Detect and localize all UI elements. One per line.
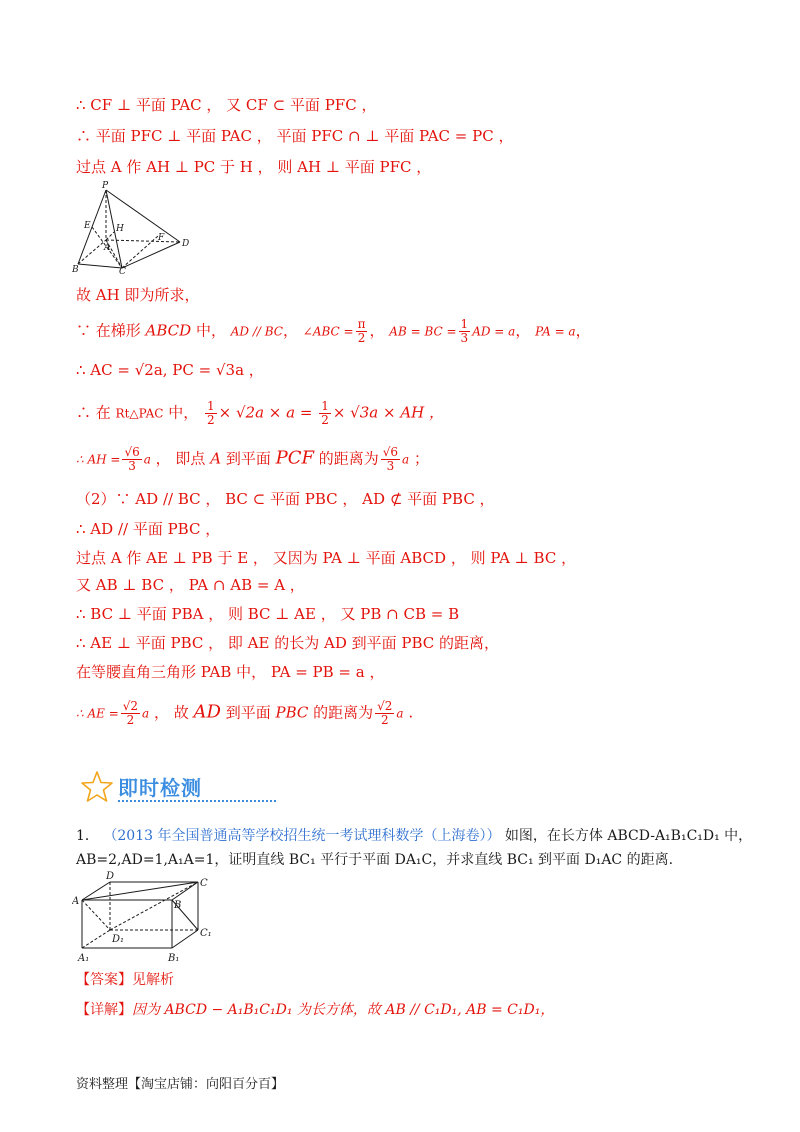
l16-part-m: . <box>403 703 414 722</box>
cube-label-b1: B₁ <box>168 953 180 964</box>
section-underline <box>118 800 276 802</box>
solution-line-5 <box>76 318 591 345</box>
solution-line-12: 又 AB ⊥ BC ， PA ∩ AB = A ， <box>76 576 305 594</box>
l16-part-g: 到平面 <box>220 703 276 722</box>
problem-line-1 <box>76 826 752 846</box>
solution-line-10: ∴ AD // 平面 PBC ， <box>76 520 221 538</box>
problem-source: （2013 年全国普通高等学校招生统一考试理科数学（上海卷）） <box>103 828 501 844</box>
cube-label-c1: C₁ <box>200 928 212 939</box>
l7-part-c: 中， <box>163 403 199 422</box>
solution-line-4: 故 AH 即为所求， <box>76 286 200 304</box>
l5-part-p: ， <box>575 321 591 340</box>
l16-part-i: 的距离为 <box>308 703 374 722</box>
fraction-half-2: $\frac{1}{2}$ <box>321 399 329 427</box>
fraction-sqrt6-over-3-a: $\frac{√6}{3}$ <box>124 445 140 473</box>
section-title: 即时检测 <box>118 776 202 800</box>
label-h: H <box>116 224 124 234</box>
l16-part-a: ∴ AE = <box>76 706 119 721</box>
label-f: F <box>158 233 165 243</box>
label-e: E <box>84 221 91 231</box>
solution-line-15: 在等腰直角三角形 PAB 中， PA = PB = a ， <box>76 663 385 681</box>
l7-part-f: × √2a × a = <box>218 403 313 422</box>
l16-part-h: PBC <box>275 703 309 722</box>
solution-line-11: 过点 A 作 AE ⊥ PB 于 E ， 又因为 PA ⊥ 平面 ABCD ， 则 PA ⊥ BC ， <box>76 549 577 567</box>
l16-part-d: a <box>142 706 150 721</box>
l5-part-d: AD // BC <box>230 324 283 339</box>
fraction-pi-over-2: $\frac{\pi}{2}$ <box>357 317 366 345</box>
cube-label-b: B <box>174 900 182 911</box>
solution-line-3: 过点 A 作 AH ⊥ PC 于 H ， 则 AH ⊥ 平面 PFC ， <box>76 158 432 176</box>
cube-label-a1: A₁ <box>78 953 90 964</box>
l5-part-e: ， <box>282 321 298 340</box>
solution-line-1: ∴ CF ⊥ 平面 PAC ， 又 CF ⊂ 平面 PFC ， <box>76 96 377 114</box>
l16-part-l: a <box>396 706 404 721</box>
solution-line-8 <box>76 446 429 473</box>
label-b: B <box>72 265 79 275</box>
l7-part-a: ∴ 在 <box>76 403 116 422</box>
answer-tag: 【答案】 <box>76 972 132 988</box>
l16-part-e: ， 故 <box>149 703 194 722</box>
fraction-sqrt6-over-3-b: $\frac{√6}{3}$ <box>382 445 399 473</box>
cube-label-d1: D₁ <box>112 934 125 945</box>
label-d: D <box>182 239 190 249</box>
l5-part-f: ∠ABC = <box>302 324 354 339</box>
l5-part-j: AB = BC = <box>389 324 457 339</box>
star-icon <box>80 770 114 804</box>
l7-part-b: Rt△PAC <box>115 406 164 421</box>
detail-tag: 【详解】 <box>76 1002 132 1018</box>
section-heading <box>80 770 210 806</box>
answer-line <box>76 970 174 990</box>
cuboid-figure <box>72 868 222 964</box>
cube-label-c: C <box>200 878 208 889</box>
cube-label-d: D <box>106 871 115 882</box>
l7-part-i: × √3a × AH ， <box>332 403 445 422</box>
l8-part-h: PCF <box>275 447 314 469</box>
solution-line-2: ∴ 平面 PFC ⊥ 平面 PAC ， 平面 PFC ∩ ⊥ 平面 PAC = PC ， <box>76 127 514 145</box>
label-a: A <box>104 243 111 253</box>
l5-part-b: ABCD <box>145 321 192 340</box>
solution-line-16 <box>76 700 413 727</box>
solution-line-7 <box>76 400 444 427</box>
l16-part-f: AD <box>193 701 221 723</box>
l5-part-a: ∵ 在梯形 <box>76 321 146 340</box>
pyramid-figure <box>72 180 202 275</box>
l5-part-n: ， <box>515 321 531 340</box>
problem-text-1: 如图，在长方体 ABCD-A₁B₁C₁D₁ 中， <box>504 828 753 844</box>
l5-part-m: AD = a <box>472 324 516 339</box>
problem-number: 1． <box>76 828 99 844</box>
fraction-half-1: $\frac{1}{2}$ <box>207 399 215 427</box>
l8-part-l: a <box>402 452 410 467</box>
fraction-one-third: $\frac{1}{3}$ <box>460 317 469 345</box>
solution-line-6: ∴ AC = √2a, PC = √3a ， <box>76 361 264 379</box>
l8-part-m: ； <box>409 449 429 468</box>
problem-line-2: AB=2,AD=1,A₁A=1，证明直线 BC₁ 平行于平面 DA₁C，并求直线 BC₁ 到平面 D₁AC 的距离. <box>76 852 674 868</box>
answer-text: 见解析 <box>132 972 174 988</box>
solution-line-14: ∴ AE ⊥ 平面 PBC ， 即 AE 的长为 AD 到平面 PBC 的距离， <box>76 634 500 652</box>
solution-line-13: ∴ BC ⊥ 平面 PBA ， 则 BC ⊥ AE ， 又 PB ∩ CB = B <box>76 605 460 623</box>
l8-part-a: ∴ AH = <box>76 452 121 467</box>
detail-text: 因为 ABCD − A₁B₁C₁D₁ 为长方体，故 AB // C₁D₁, AB = C₁D₁， <box>132 1002 555 1018</box>
l8-part-g: 到平面 <box>221 449 276 468</box>
solution-line-9: （2）∵ AD // BC ， BC ⊂ 平面 PBC ， AD ⊄ 平面 PBC ， <box>76 490 495 508</box>
label-c: C <box>119 267 126 275</box>
l5-part-i: ， <box>369 321 385 340</box>
detail-line <box>76 1000 554 1020</box>
cube-label-a: A <box>72 896 80 907</box>
fraction-sqrt2-over-2-b: $\frac{√2}{2}$ <box>377 699 393 727</box>
label-p: P <box>102 181 109 191</box>
l5-part-c: 中， <box>191 321 226 340</box>
l8-part-e: ， 即点 <box>150 449 211 468</box>
l8-part-i: 的距离为 <box>313 449 379 468</box>
l8-part-f: A <box>210 449 222 468</box>
fraction-sqrt2-over-2-a: $\frac{√2}{2}$ <box>122 699 139 727</box>
page-footer: 资料整理【淘宝店铺：向阳百分百】 <box>76 1077 285 1092</box>
l8-part-d: a <box>143 452 151 467</box>
l5-part-o: PA = a <box>535 324 576 339</box>
